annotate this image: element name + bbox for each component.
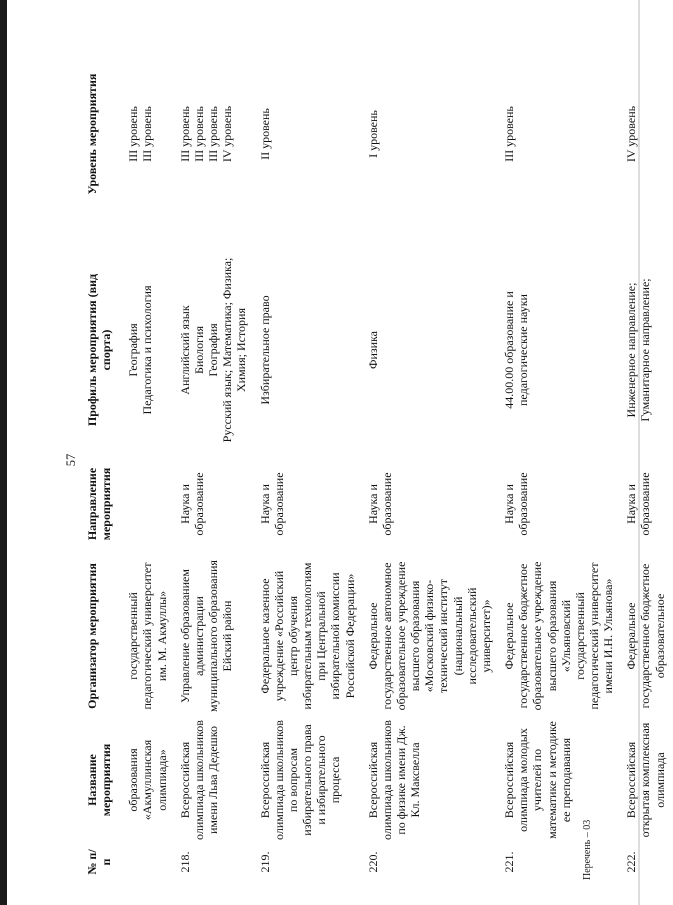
cell-name: Всероссийская олимпиада школьников имени Льва Дедешко: [177, 720, 221, 840]
level-entry: II уровень: [257, 108, 272, 160]
profile-entry: География: [126, 323, 141, 377]
cell-level: [363, 20, 499, 248]
cell-organizer: Федеральное государственное автономное образовательное учреждение высшего образования «Московский физико-технический институт (национальный исследовательский университет)»: [365, 561, 493, 711]
profile-entry: Инженерное направление; Гуманитарное направление;: [624, 278, 653, 422]
column-header-organizer: Организатор мероприятия: [85, 563, 99, 709]
cell-organizer: государственный педагогический университет им. М. Акмуллы»: [126, 562, 169, 710]
profile-entry: География: [206, 323, 221, 377]
table-row: [363, 20, 499, 880]
level-entry: III уровень: [126, 106, 141, 162]
cell-name: Всероссийская олимпиада молодых учителей по математике и методике ее преподавания: [502, 721, 573, 839]
table-header: [82, 20, 123, 880]
cell-name: Всероссийская открытая комплексная олимпиада: [624, 722, 667, 838]
profile-entry: Английский язык: [177, 305, 192, 395]
cell-organizer: Федеральное государственное бюджетное образовательное: [624, 563, 667, 709]
cell-num: 221.: [502, 851, 517, 873]
cell-organizer: Управление образованием администрации муниципального образования Ейский район: [177, 560, 235, 712]
cell-direction: Наука и образование: [502, 472, 531, 536]
cell-level: [255, 20, 363, 248]
cell-profile: [621, 248, 672, 452]
cell-direction: Наука и образование: [257, 472, 286, 536]
cell-level: [175, 20, 255, 248]
cell-direction: Наука и образование: [177, 472, 206, 536]
level-entry: I уровень: [365, 110, 380, 158]
profile-entry: Педагогика и психология: [140, 285, 155, 415]
cell-name: образования «Акмуллинская олимпиада»: [126, 739, 169, 821]
profile-entry: Физика: [365, 330, 380, 370]
level-entry: IV уровень: [624, 105, 639, 163]
table-row: [123, 20, 174, 880]
document-page: [60, 20, 667, 880]
footer-note: Перечень – 03: [582, 819, 593, 880]
table-row: [621, 20, 672, 880]
table-row: [499, 20, 621, 880]
column-header-num: № п/п: [85, 849, 114, 875]
cell-profile: [123, 248, 174, 452]
table-body: [123, 20, 672, 880]
cell-name: Всероссийская олимпиада школьников по физике имени Дж. Кл. Максвелла: [365, 720, 423, 840]
events-table: [82, 20, 673, 880]
column-header-name: Название мероприятия: [85, 743, 114, 817]
cell-level: [499, 20, 621, 248]
profile-entry: 44.00.00 образование и педагогические науки: [502, 291, 531, 409]
cell-profile: [363, 248, 499, 452]
cell-num: 220.: [365, 851, 380, 873]
level-entry: III уровень: [140, 106, 155, 162]
column-header-profile: Профиль мероприятия (вид спорта): [85, 273, 114, 427]
cell-direction: Наука и образование: [365, 472, 394, 536]
cell-level: [621, 20, 672, 248]
column-header-direction: Направление мероприятия: [85, 467, 114, 541]
level-entry: III уровень: [191, 106, 206, 162]
table-row: [175, 20, 255, 880]
cell-profile: [255, 248, 363, 452]
profile-entry: Биология: [191, 326, 206, 375]
cell-level: [123, 20, 174, 248]
cell-num: 219.: [257, 851, 272, 873]
cell-direction: [123, 452, 174, 556]
cell-num: 222.: [624, 851, 639, 873]
cell-num: [123, 844, 174, 880]
level-entry: III уровень: [206, 106, 221, 162]
cell-num: 218.: [177, 851, 192, 873]
cell-direction: Наука и образование: [624, 472, 653, 536]
level-entry: III уровень: [177, 106, 192, 162]
page-number: 57: [64, 453, 78, 467]
cell-name: Всероссийская олимпиада школьников по вопросам избирательного права и избирательного процесса: [257, 720, 343, 840]
cell-profile: [175, 248, 255, 452]
cell-organizer: Федеральное казенное учреждение «Российский центр обучения избирательным технологиям при Центральной избирательной комиссии Российской Федерации»: [257, 562, 357, 710]
level-entry: III уровень: [502, 106, 517, 162]
profile-entry: Избирательное право: [257, 295, 272, 405]
level-entry: IV уровень: [220, 105, 235, 163]
profile-entry: Русский язык; Математика; Физика; Химия; История: [220, 257, 249, 443]
table-row: [255, 20, 363, 880]
cell-profile: [499, 248, 621, 452]
cell-organizer: Федеральное государственное бюджетное образовательное учреждение высшего образования «Ульяновский государственный педагогический университет имени И.Н. Ульянова»: [502, 561, 616, 711]
column-header-level: Уровень мероприятия: [85, 73, 99, 195]
